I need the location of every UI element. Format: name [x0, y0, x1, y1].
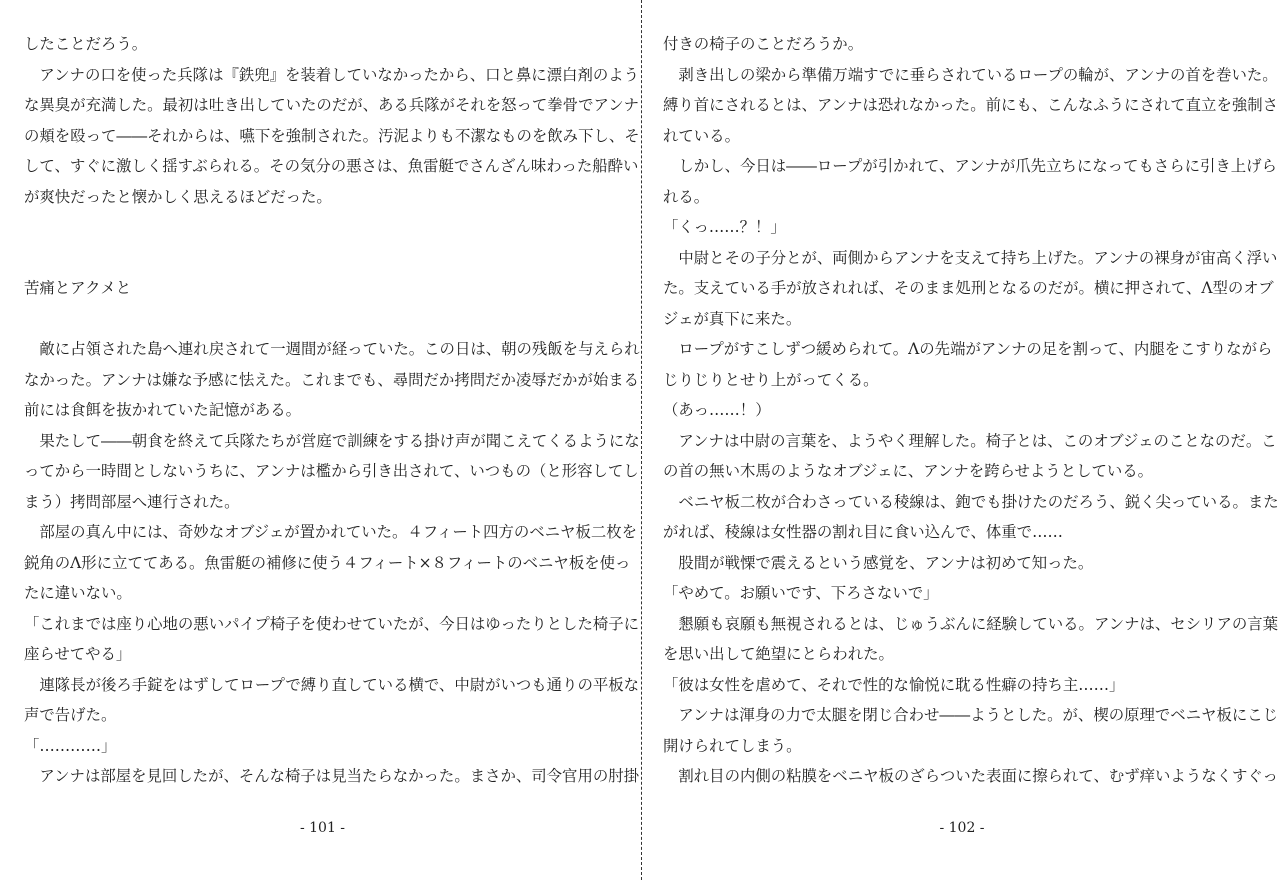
text-line: したことだろう。 — [24, 35, 148, 53]
section-heading: 苦痛とアクメと — [24, 279, 132, 297]
text-line: の首の無い木馬のようなオブジェに、アンナを跨らせようとしている。 — [663, 462, 1154, 480]
text-line: （あっ……！） — [663, 401, 771, 419]
text-line: 「…………」 — [24, 736, 117, 755]
blank-line — [24, 245, 621, 276]
page-number: - 101 - — [299, 820, 346, 836]
text-line: が爽快だったと懐かしく思えるほどだった。 — [24, 187, 332, 206]
text-line: アンナの口を使った兵隊は『鉄兜』を装着していなかったから、口と鼻に漂白剤のよう — [24, 65, 640, 84]
text-line: 「彼は女性を虐めて、それで性的な愉悦に耽る性癖の持ち主……」 — [663, 675, 1125, 694]
text-line: の頬を殴って――それからは、嚥下を強制された。汚泥よりも不潔なものを飲み下し、そ — [24, 126, 640, 145]
page-text — [24, 31, 640, 794]
text-line: 部屋の真ん中には、奇妙なオブジェが置かれていた。４フィート四方のベニヤ板二枚を — [24, 523, 638, 541]
text-line: たに違いない。 — [24, 584, 132, 602]
text-line: 「くっ……？！」 — [663, 218, 786, 236]
text-line: 「やめて。お願いです、下ろさないで」 — [663, 584, 939, 602]
text-line: れる。 — [663, 187, 710, 206]
text-line: 座らせてやる」 — [24, 645, 132, 663]
text-line: がれば、稜線は女性器の割れ目に食い込んで、体重で…… — [663, 523, 1063, 541]
text-line: 中尉とその子分とが、両側からアンナを支えて持ち上げた。アンナの裸身が宙高く浮い — [663, 248, 1278, 267]
text-line: しかし、今日は――ロープが引かれて、アンナが爪先立ちになってもさらに引き上げら — [663, 157, 1277, 175]
text-line: ジェが真下に来た。 — [663, 309, 802, 328]
page-text — [663, 31, 1279, 794]
text-line: 懇願も哀願も無視されるとは、じゅうぶんに経験している。アンナは、セシリアの言葉 — [663, 614, 1279, 633]
text-line: 敵に占領された島へ連れ戻されて一週間が経っていた。この日は、朝の残飯を与えられ — [24, 340, 640, 358]
text-line: 連隊長が後ろ手錠をはずしてロープで縛り直している横で、中尉がいつも通りの平板な — [24, 675, 640, 694]
text-line: ベニヤ板二枚が合わさっている稜線は、鉋でも掛けたのだろう、鋭く尖っている。また — [663, 492, 1279, 511]
text-line: 付きの椅子のことだろうか。 — [663, 35, 864, 53]
text-line: を思い出して絶望にとらわれた。 — [663, 645, 894, 663]
page-divider — [641, 0, 642, 880]
text-line: 剥き出しの梁から準備万端すでに垂らされているロープの輪が、アンナの首を巻いた。 — [663, 65, 1278, 84]
text-line: ってから一時間としないうちに、アンナは檻から引き出されて、いつもの（と形容してし — [24, 462, 639, 480]
text-line: 開けられてしまう。 — [663, 736, 802, 755]
text-line: 割れ目の内側の粘膜をベニヤ板のざらついた表面に擦られて、むず痒いようなくすぐっ — [663, 767, 1278, 785]
text-line: た。支えている手が放されれば、そのまま処刑となるのだが。横に押されて、Λ型のオブ — [663, 279, 1274, 297]
text-line: アンナは中尉の言葉を、ようやく理解した。椅子とは、このオブジェのことなのだ。こ — [663, 431, 1277, 450]
text-line: 果たして――朝食を終えて兵隊たちが営庭で訓練をする掛け声が聞こえてくるようにな — [24, 431, 640, 450]
text-line: して、すぐに激しく揺すぶられる。その気分の悪さは、魚雷艇でさんざん味わった船酔い — [24, 157, 639, 175]
text-line: 鋭角のΛ形に立ててある。魚雷艇の補修に使う４フィート×８フィートのベニヤ板を使っ — [24, 553, 631, 572]
text-line: アンナは渾身の力で太腿を閉じ合わせ――ようとした。が、楔の原理でベニヤ板にこじ — [663, 706, 1279, 724]
text-line: 前には食餌を抜かれていた記憶がある。 — [24, 401, 302, 419]
text-line: まう）拷問部屋へ連行された。 — [24, 492, 240, 511]
text-line: な異臭が充満した。最初は吐き出していたのだが、ある兵隊がそれを怒って拳骨でアンナ — [24, 96, 640, 114]
text-line: 股間が戦慄で震えるという感覚を、アンナは初めて知った。 — [663, 553, 1094, 572]
text-line: なかった。アンナは嫌な予感に怯えた。これまでも、尋問だか拷問だか凌辱だかが始まる — [24, 370, 640, 389]
text-line: れている。 — [663, 126, 740, 145]
page-number: - 102 - — [939, 820, 985, 836]
text-line: ロープがすこしずつ緩められて。Λの先端がアンナの足を割って、内腿をこすりながら — [663, 340, 1273, 358]
text-line: アンナは部屋を見回したが、そんな椅子は見当たらなかった。まさか、司令官用の肘掛 — [24, 767, 640, 785]
blank-line — [24, 306, 621, 337]
blank-line — [24, 214, 621, 245]
text-line: 「これまでは座り心地の悪いパイプ椅子を使わせていたが、今日はゆったりとした椅子に — [24, 614, 640, 633]
page-101 — [24, 0, 640, 880]
text-line: 声で告げた。 — [24, 706, 117, 724]
text-line: 縛り首にされるとは、アンナは恐れなかった。前にも、こんなふうにされて直立を強制さ — [663, 96, 1279, 114]
page-102 — [663, 0, 1279, 880]
text-line: じりじりとせり上がってくる。 — [663, 370, 879, 389]
